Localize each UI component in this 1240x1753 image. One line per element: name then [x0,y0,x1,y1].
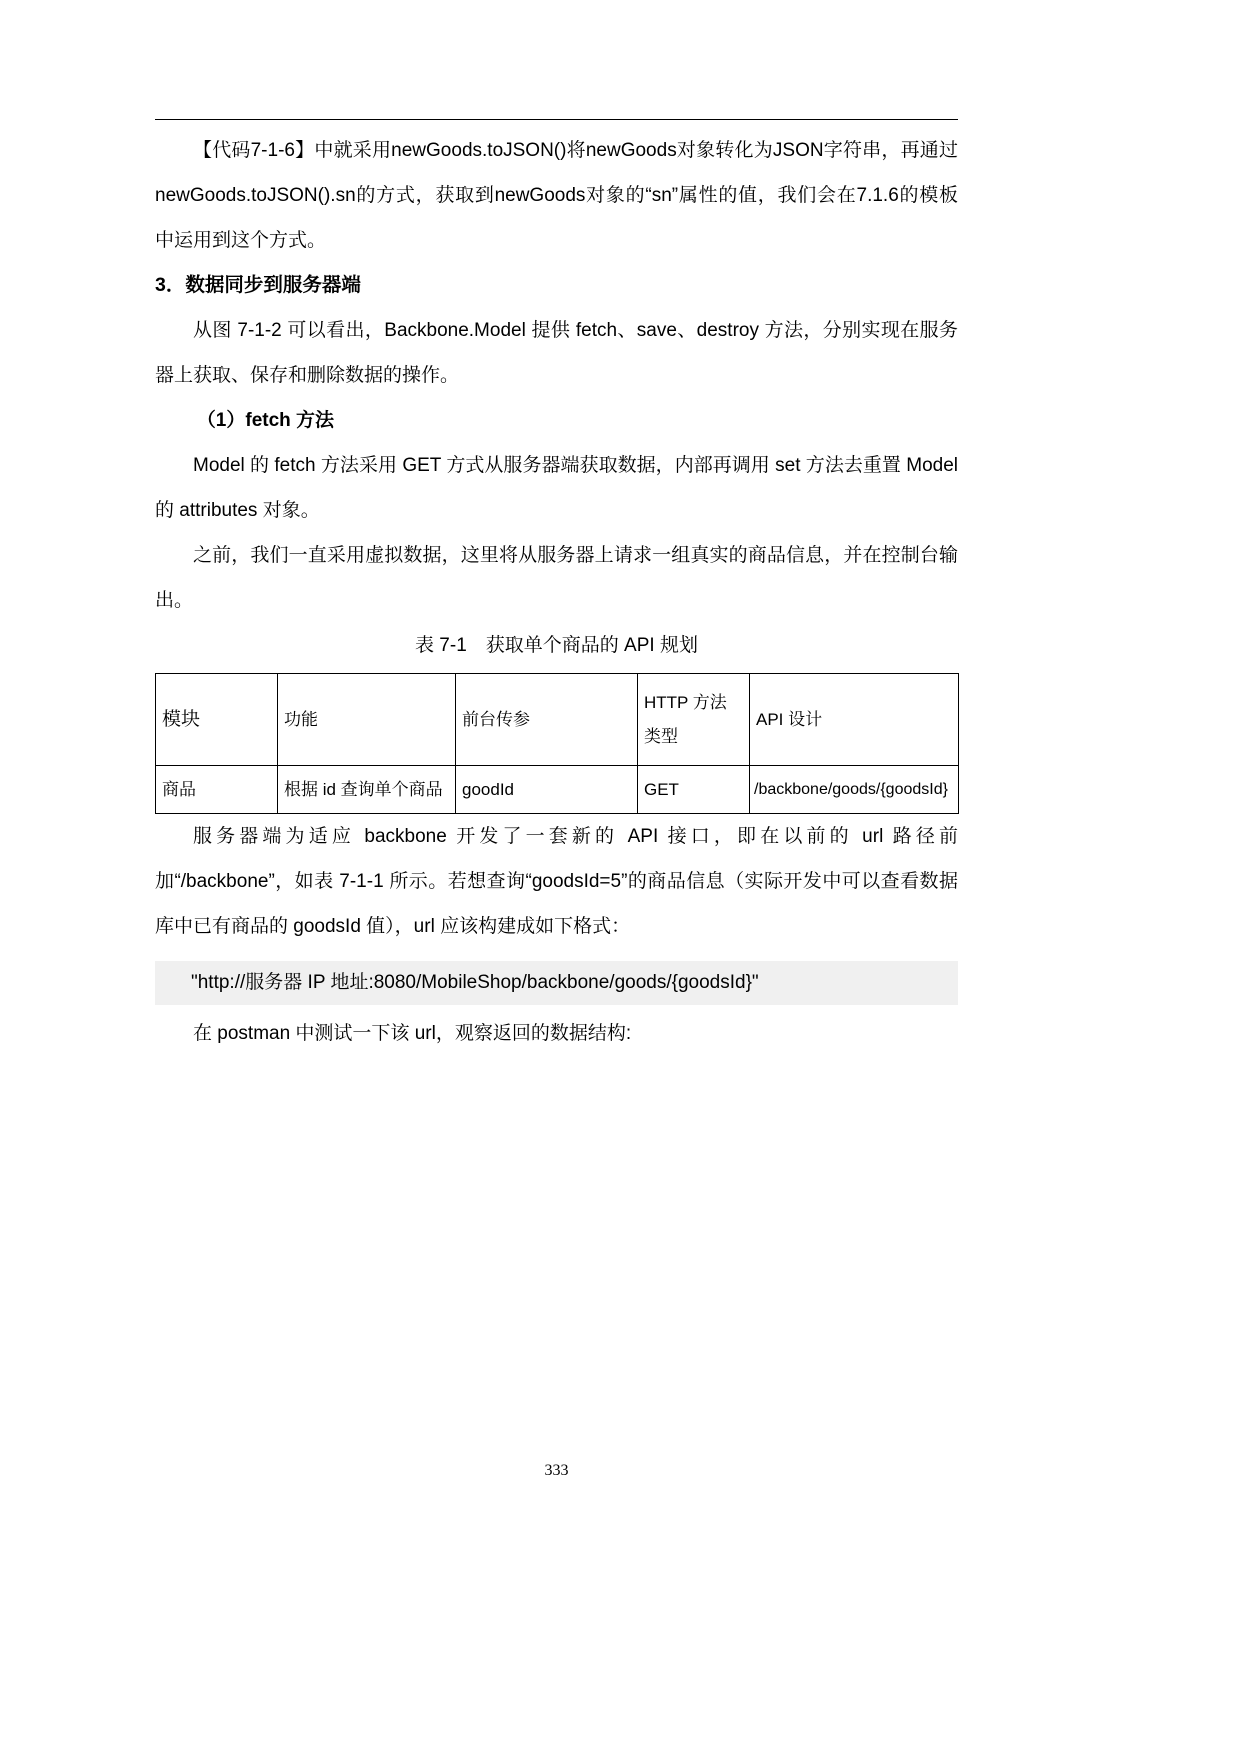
subheading-fetch-method: （1）fetch 方法 [196,410,335,431]
table-header-function: 功能 [278,674,456,766]
api-plan-table [155,673,959,814]
url-code-block: "http://服务器 IP 地址:8080/MobileShop/backbone/goods/{goodsId}" [155,961,958,1005]
table-cell-frontend-params: goodId [456,766,638,814]
table-cell-function: 根据 id 查询单个商品 [278,766,456,814]
paragraph-backbone-model: 从图 7-1-2 可以看出，Backbone.Model 提供 fetch、save、destroy 方法，分别实现在服务器上获取、保存和删除数据的操作。 [155,320,958,386]
table-header-module: 模块 [156,674,278,766]
header-rule [155,119,958,120]
paragraph-postman: 在 postman 中测试一下该 url，观察返回的数据结构: [193,1023,632,1044]
table-header-http-method: HTTP 方法类型 [638,674,750,766]
table-header-frontend-params: 前台传参 [456,674,638,766]
table-caption: 表 7-1 获取单个商品的 API 规划 [415,635,698,656]
table-header-row [156,674,959,766]
table-cell-api-design: /backbone/goods/{goodsId} [750,766,959,814]
table-cell-module: 商品 [156,766,278,814]
table-row [156,766,959,814]
table-cell-http-method: GET [638,766,750,814]
paragraph-code-716: 【代码7-1-6】中就采用newGoods.toJSON()将newGoods对象转化为JSON字符串，再通过newGoods.toJSON().sn的方式，获取到newGoods对象的“sn”属性的值，我们会在7.1.6的模板中运用到这个方式。 [155,140,958,251]
page-content [155,128,958,1056]
paragraph-fetch-desc: Model 的 fetch 方法采用 GET 方式从服务器端获取数据，内部再调用 set 方法去重置 Model 的 attributes 对象。 [155,455,958,521]
paragraph-backbone-api: 服务器端为适应 backbone 开发了一套新的 API 接口，即在以前的 url 路径前加“/backbone”，如表 7-1-1 所示。若想查询“goodsId=5”的商品信息（实际开发中可以查看数据库中已有商品的 goodsId 值），url 应该构建成如下格式： [155,826,958,937]
table-header-api-design: API 设计 [750,674,959,766]
page-number: 333 [544,1462,569,1479]
section-heading-data-sync: 3．数据同步到服务器端 [155,274,361,296]
paragraph-virtual-data: 之前，我们一直采用虚拟数据，这里将从服务器上请求一组真实的商品信息，并在控制台输出。 [155,545,958,611]
